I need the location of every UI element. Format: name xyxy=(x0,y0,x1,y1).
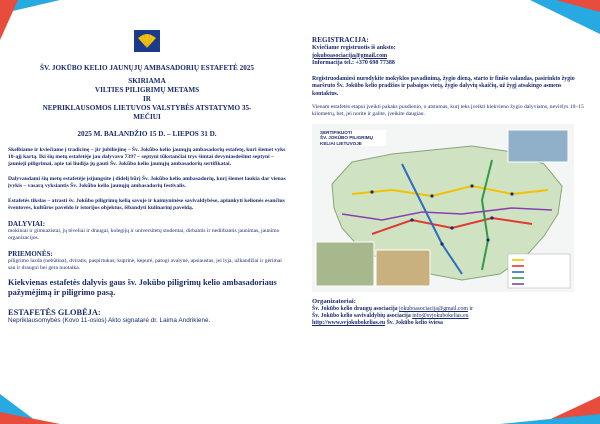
registration-email-link[interactable]: jokuboasociacija@gmail.com xyxy=(312,52,388,59)
map-badge-line-2: ŠV. JOKŪBO PILIGRIMŲ xyxy=(320,135,373,141)
map-legend xyxy=(508,254,570,288)
certificate-callout: Kiekvienas estafetės dalyvis gaus šv. Jokūbo piligrimų kelio ambasadoriaus pažymėjimą ir piligrimo pasą. xyxy=(8,278,277,297)
dedication-line-3: IR xyxy=(143,95,151,103)
organizer-line-3 xyxy=(312,320,584,327)
registration-phone: Informacija tel.: +370 698 77388 xyxy=(312,60,395,67)
website-link[interactable]: http://www.svjokubokelias.eu xyxy=(312,320,386,327)
goal-paragraph: Estafetės tikslas – atrasti šv. Jokūbo piligrimų kelią savoje ir kaimyninėse savivaldybėse, aplankyti kelionės esančius šventoves, kultūros paveldo ir istorijos objektus, išbandyti kulinarinį paveldą. xyxy=(8,198,285,211)
registration-instructions: Registruodamiesi nurodykite mokyklos pavadinimą, žygio dieną, starto ir finišo valandas, pasirinkto žygio maršruto Šv. Jokūbo kelio pradžios ir pabaigos vietą, žygio dalyvių skaičių, už žygį atsakingo asmens kontaktus. xyxy=(312,75,575,97)
dedication-line-2: VILTIES PILIGRIMŲ METAMS xyxy=(94,86,200,94)
organizer-1-name: Šv. Jokūbo kelio draugų asociacija xyxy=(312,306,398,312)
organizer-line-1-conjunction: ir xyxy=(469,306,473,312)
dedication-line-1: SKIRIAMA xyxy=(128,77,166,85)
left-column xyxy=(8,24,286,325)
equipment-label: PRIEMONĖS: xyxy=(8,250,53,258)
lithuania-map-graphic xyxy=(312,124,574,292)
scallop-shell-icon xyxy=(134,30,160,52)
photo-inset-3 xyxy=(376,250,430,286)
registration-invite: Kviečiame registruotis iš anksto: xyxy=(312,45,396,51)
equipment-text: piligrimo lazda (nebūtina), dviratis, paspirtukas; kuprinė, kepurė, patogi avalynė, apsiaustas, jei lyja, užkandžiai ir gėrimai sau ir draugui bei gera nuotaika. xyxy=(8,258,282,271)
map-badge-line-1: SERTIFIKUOTI xyxy=(320,130,352,135)
patron-text: Nepriklausomybės (Kovo 11-osios) Akto signatarė dr. Laima Andrikienė. xyxy=(8,317,211,324)
event-title: ŠV. JOKŪBO KELIO JAUNŲJŲ AMBASADORIŲ ESTAFETĖ 2025 xyxy=(40,64,254,72)
organizers-label: Organizatoriai: xyxy=(312,298,356,305)
photo-inset-2 xyxy=(316,242,374,286)
participants-label: DALYVIAI: xyxy=(8,220,46,228)
corner-decoration-top-right-red xyxy=(556,0,600,12)
map-certified-badge xyxy=(320,130,386,146)
organizer-1-email-link[interactable]: jokuboasociacija@gmail.com xyxy=(398,306,468,312)
right-column xyxy=(312,36,584,328)
photo-inset-1 xyxy=(508,130,568,162)
organizer-2-name: Šv. Jokūbo kelio savivaldybių asociacija xyxy=(312,313,411,320)
map-badge-line-3: KELIAI LIETUVOJE xyxy=(320,140,362,146)
festival-paragraph: Dalyvaudami šių metų estafetėje įsijungsite į didelį būrį Šv. Jokūbo kelio ambasadorių, kurį šiemet laukia dar vienas įvykis – vasarą vyksiantis Šv. Jokūbo kelio jaunųjų ambasadorių festivalis. xyxy=(8,176,286,189)
corner-decoration-bottom-left-red xyxy=(0,412,60,424)
route-distance-note: Vienam estafetės etapui įveikti pakaks pusdienio, o atstumas, kurį teks įveikti kiekvieno žygio dalyviams, neviršys 10–15 kilometrų, bet, jei norite ir galite, įveikite daugiau. xyxy=(312,104,584,117)
event-dates: 2025 M. BALANDŽIO 15 D. – LIEPOS 31 D. xyxy=(77,130,217,138)
registration-title: REGISTRACIJA: xyxy=(312,36,369,44)
organizer-3-name: Šv. Jokūbo kelio šviesa xyxy=(386,320,443,327)
dedication-line-4: NEPRIKLAUSOMOS LIETUVOS VALSTYBĖS ATSTATYMO 35- xyxy=(42,104,252,112)
intro-paragraph: Skelbiame ir kviečiame į tradicinę – jir jubiliejinę – Šv. Jokūbo kelio jaunųjų ambasadorių estafetę, kuri šiemet vyks 10-ąjį kartą. Iki šių metų estafetėje jau dalyvavo 7397 – septyni tūkstančiai trys šimtai devyniasdešimt septyni – jaunieji piligrimai, apie tai liudija jų gauti Šv. Jokūbo kelio jaunųjų ambasadorių sertifikatai. xyxy=(8,147,286,167)
participants-text: mokiniai ir gimnazistai, jų tėveliai ir draugai, kolegijų ir universitetų studentai, dirbantis ir nedirbantis jaunimas, jaunimo organizacijos. xyxy=(8,228,280,241)
dedication-line-5: MEČIUI xyxy=(133,113,161,121)
corner-decoration-bottom-right-blue xyxy=(500,414,600,424)
organizer-2-email-link[interactable]: info@svjokubokelias.eu xyxy=(412,313,469,320)
pilgrim-routes-map xyxy=(312,124,574,292)
patron-label: ESTAFETĖS GLOBĖJA: xyxy=(8,308,101,317)
